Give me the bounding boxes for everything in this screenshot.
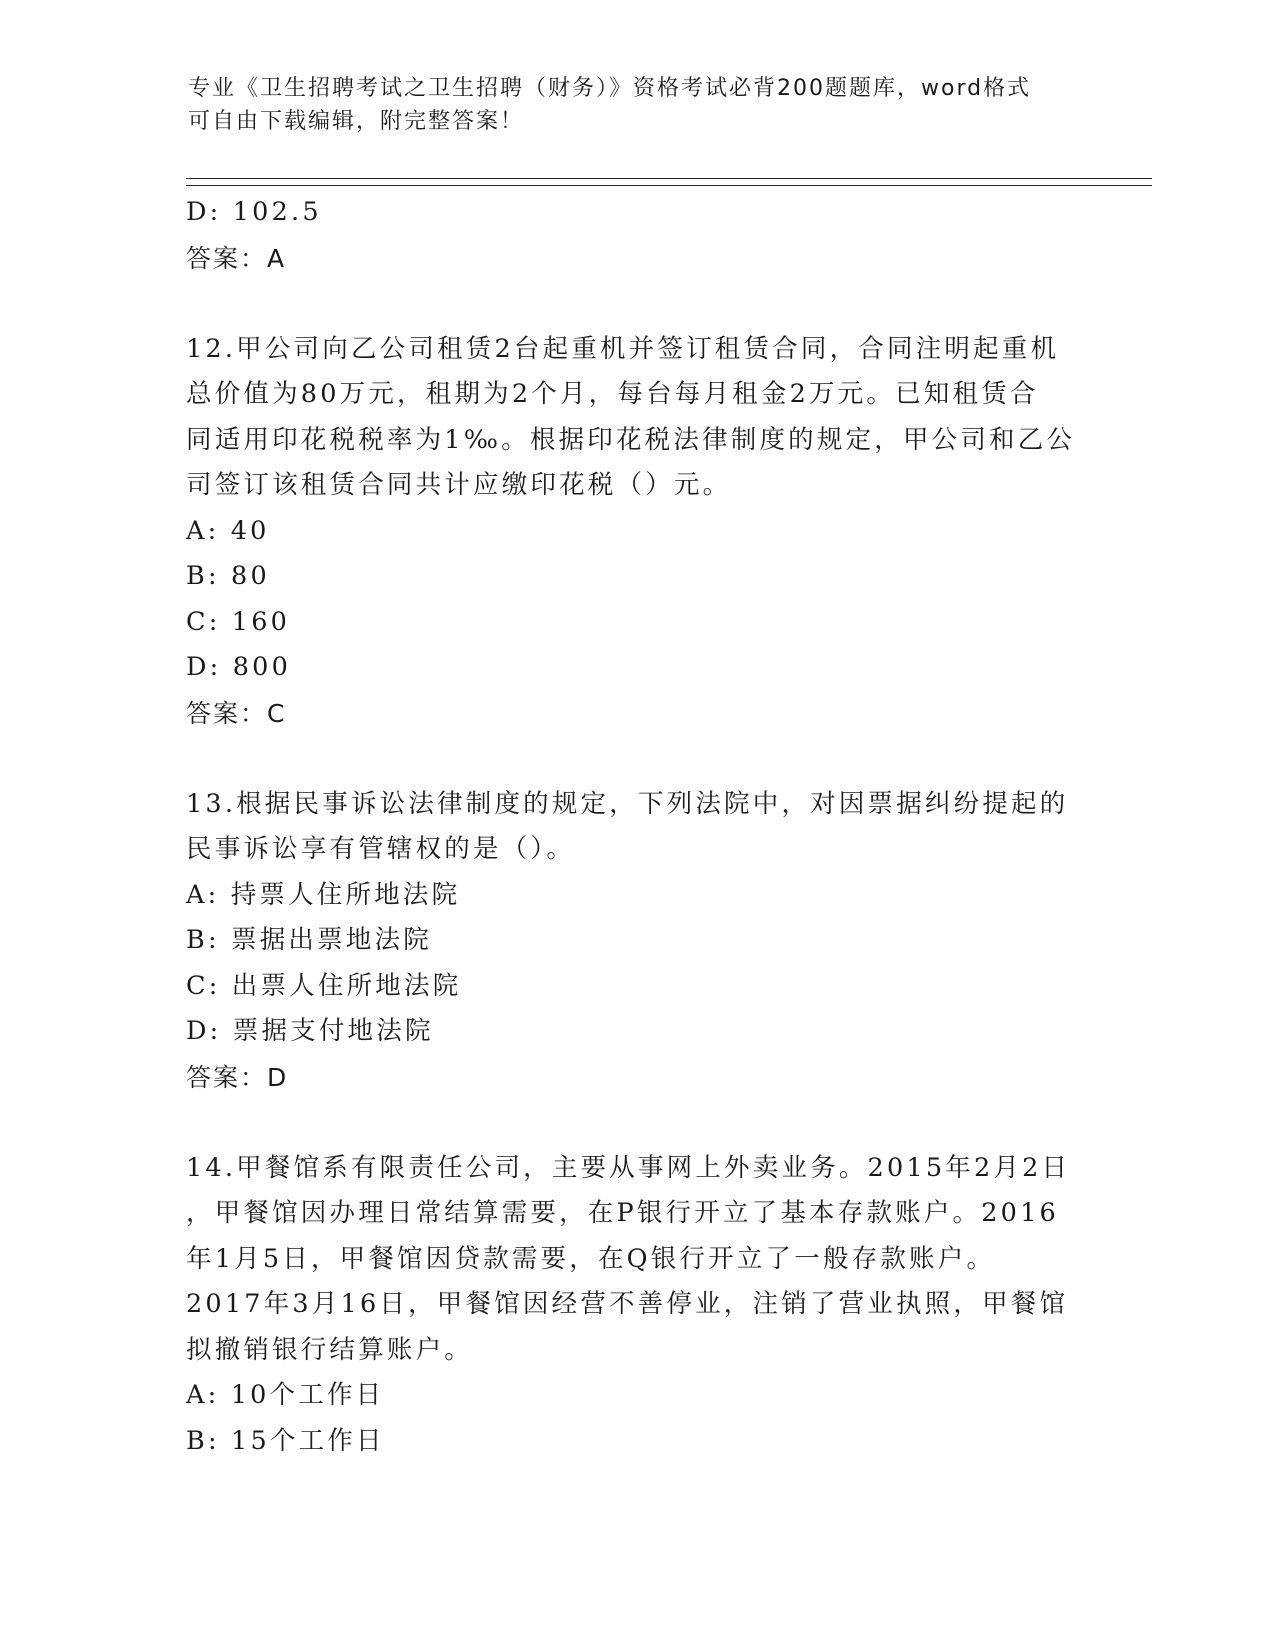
- q11-option-d: D: 102.5: [186, 197, 322, 227]
- q14-stem-line: 2017年3月16日，甲餐馆因经营不善停业，注销了营业执照，甲餐馆: [186, 1289, 1069, 1319]
- question-13: [186, 782, 1086, 1101]
- q14-stem-line: 14.甲餐馆系有限责任公司，主要从事网上外卖业务。2015年2月2日: [186, 1152, 1071, 1183]
- q12-option-d: D: 800: [186, 652, 292, 682]
- q14-stem-line: 年1月5日，甲餐馆因贷款需要，在Q银行开立了一般存款账户。: [186, 1243, 996, 1274]
- q12-stem-line: 12.甲公司向乙公司租赁2台起重机并签订租赁合同，合同注明起重机: [186, 333, 1060, 364]
- q14-option-a: A: 10个工作日: [186, 1380, 385, 1410]
- header-title-line-1: 专业《卫生招聘考试之卫生招聘（财务）》资格考试必背200题题库，word格式: [188, 76, 1032, 101]
- document-body: [186, 190, 1086, 1464]
- q11-answer: 答案：A: [186, 243, 287, 273]
- page-header: [188, 72, 1068, 138]
- q12-stem-line: 总价值为80万元，租期为2个月，每台每月租金2万元。已知租赁合: [186, 379, 1039, 409]
- q14-stem-line: ，甲餐馆因办理日常结算需要，在P银行开立了基本存款账户。2016: [186, 1198, 1059, 1228]
- q13-stem-line: 民事诉讼享有管辖权的是（）。: [186, 834, 576, 864]
- q13-option-c: C: 出票人住所地法院: [186, 970, 462, 1001]
- q12-option-a: A: 40: [186, 515, 270, 546]
- q13-option-d: D: 票据支付地法院: [186, 1016, 434, 1046]
- q12-option-b: B: 80: [186, 561, 270, 591]
- q12-stem-line: 同适用印花税税率为1‰。根据印花税法律制度的规定，甲公司和乙公: [186, 424, 1076, 455]
- q12-stem-line: 司签订该租赁合同共计应缴印花税（）元。: [186, 470, 732, 500]
- q14-stem-line: 拟撤销银行结算账户。: [186, 1334, 474, 1365]
- q13-stem-line: 13.根据民事诉讼法律制度的规定，下列法院中，对因票据纠纷提起的: [186, 788, 1069, 819]
- q13-option-b: B: 票据出票地法院: [186, 925, 432, 955]
- q12-answer: 答案：C: [186, 698, 287, 728]
- header-divider: [186, 178, 1152, 186]
- q13-answer: 答案：D: [186, 1062, 289, 1092]
- header-title-line-2: 可自由下载编辑，附完整答案！: [188, 109, 525, 134]
- q12-option-c: C: 160: [186, 606, 291, 637]
- question-14: [186, 1146, 1086, 1465]
- q13-option-a: A: 持票人住所地法院: [186, 879, 461, 910]
- question-12: [186, 327, 1086, 737]
- q14-option-b: B: 15个工作日: [186, 1425, 385, 1456]
